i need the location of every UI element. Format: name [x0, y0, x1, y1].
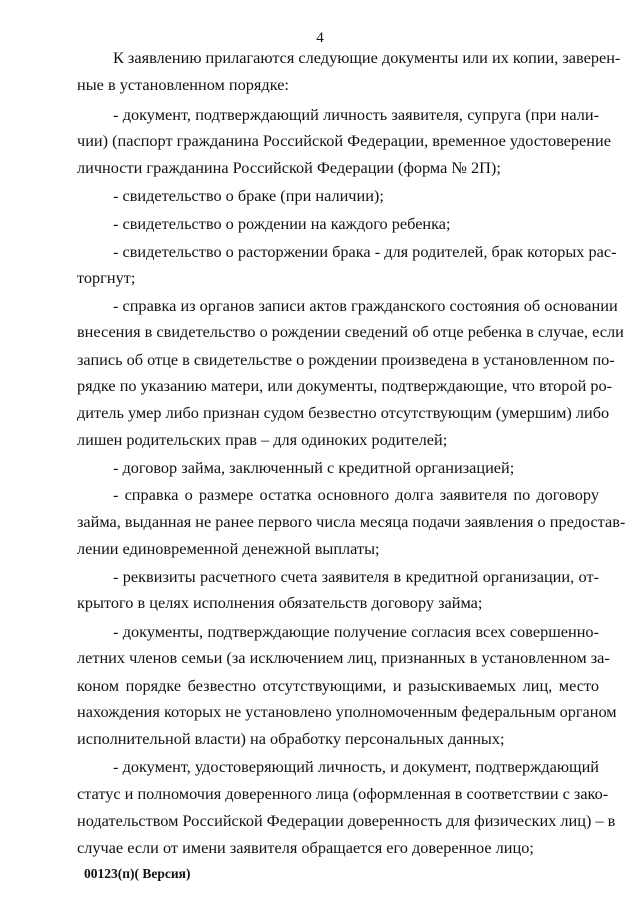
text-line: ные в установленном порядке:	[77, 75, 289, 94]
text-line: запись об отце в свидетельстве о рождении произведена в установленном по-	[77, 350, 615, 369]
text-line: - реквизиты расчетного счета заявителя в кредитной организации, от-	[113, 567, 599, 586]
text-line: лении единовременной денежной выплаты;	[77, 539, 380, 558]
text-line: - свидетельство о расторжении брака - для родителей, брак которых рас-	[113, 242, 617, 261]
text-line: внесения в свидетельство о рождении сведений об отце ребенка в случае, если	[77, 322, 624, 341]
text-line: нодательством Российской Федерации доверенность для физических лиц) – в	[77, 811, 616, 830]
text-line: коном порядке безвестно отсутствующими, и разыскиваемых лиц, место	[77, 676, 599, 695]
text-line: торгнут;	[77, 268, 136, 287]
text-line: нахождения которых не установлено уполномоченным федеральным органом	[77, 702, 617, 721]
text-line: - договор займа, заключенный с кредитной организацией;	[113, 458, 515, 477]
text-line: личности гражданина Российской Федерации (форма № 2П);	[77, 158, 501, 177]
text-line: рядке по указанию матери, или документы, подтверждающие, что второй ро-	[77, 376, 613, 395]
text-line: - документ, подтверждающий личность заявителя, супруга (при нали-	[113, 105, 599, 124]
text-line: летних членов семьи (за исключением лиц, признанных в установленном за-	[77, 648, 610, 667]
text-line: статус и полномочия доверенного лица (оформленная в соответствии с зако-	[77, 784, 609, 803]
document-code: 00123(п)( Версия)	[84, 866, 191, 881]
text-line: - документы, подтверждающие получение согласия всех совершенно-	[113, 622, 599, 641]
text-line: крытого в целях исполнения обязательств договору займа;	[77, 593, 483, 612]
text-line: - документ, удостоверяющий личность, и документ, подтверждающий	[113, 757, 599, 776]
text-line: - свидетельство о браке (при наличии);	[113, 186, 384, 205]
text-line: дитель умер либо признан судом безвестно отсутствующим (умершим) либо	[77, 403, 610, 422]
text-line: - справка о размере остатка основного долга заявителя по договору	[113, 485, 599, 504]
text-line: случае если от имени заявителя обращается его доверенное лицо;	[77, 838, 534, 857]
text-line: чии) (паспорт гражданина Российской Федерации, временное удостоверение	[77, 131, 611, 150]
text-line: К заявлению прилагаются следующие документы или их копии, заверен-	[113, 48, 621, 67]
text-line: исполнительной власти) на обработку персональных данных;	[77, 729, 505, 748]
text-line: - справка из органов записи актов гражданского состояния об основании	[113, 296, 618, 315]
text-line: займа, выданная не ранее первого числа месяца подачи заявления о предостав-	[77, 512, 626, 531]
page-number: 4	[316, 30, 324, 46]
text-line: лишен родительских прав – для одиноких родителей;	[77, 430, 448, 449]
text-line: - свидетельство о рождении на каждого ребенка;	[113, 214, 451, 233]
